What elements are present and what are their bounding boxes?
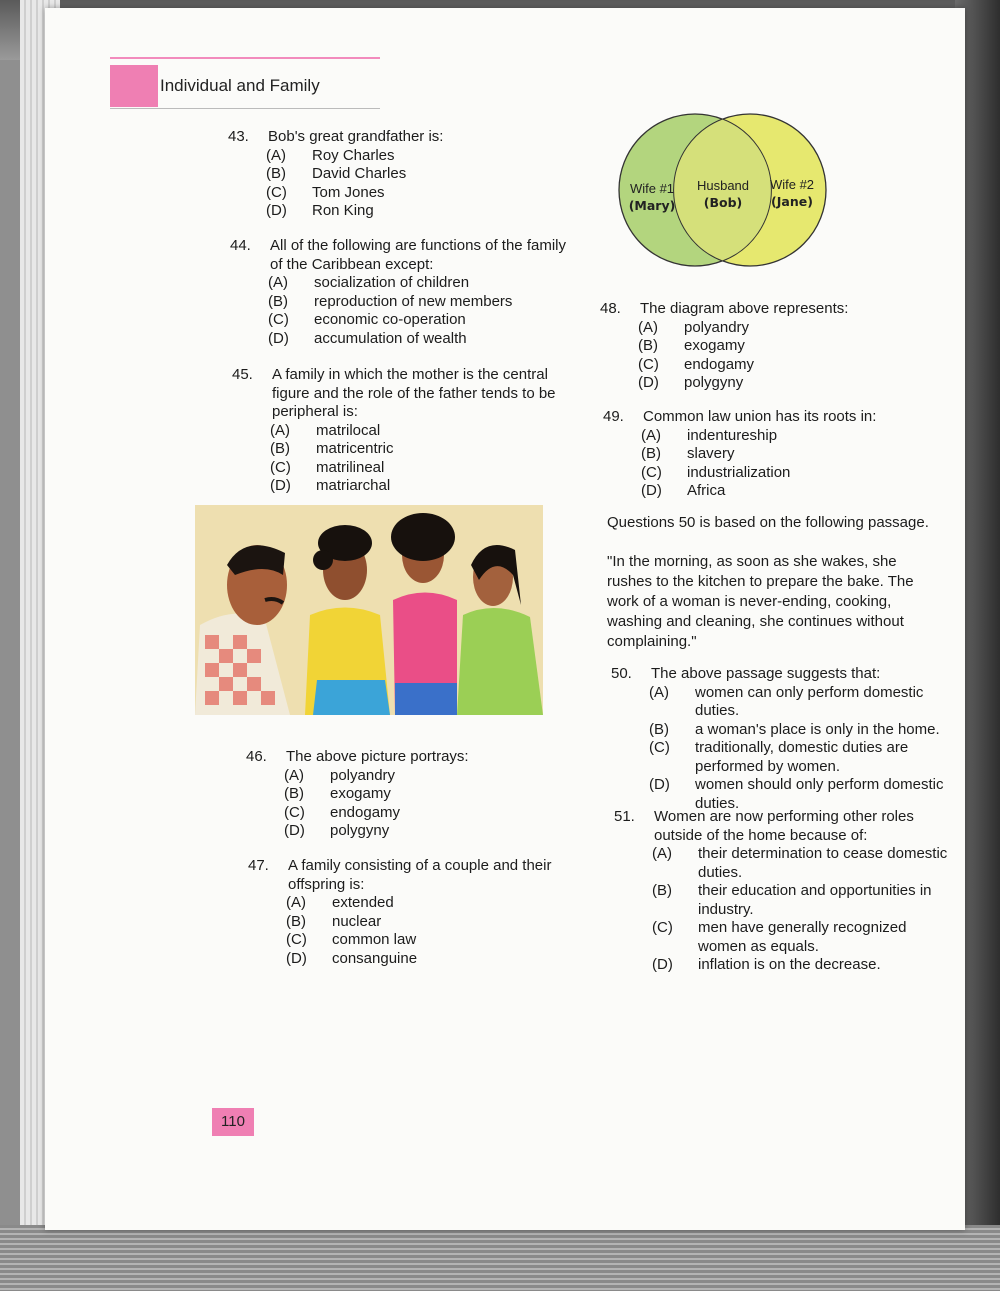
question-49 xyxy=(603,408,903,501)
question-stem: A family consisting of a couple and their offspring is: xyxy=(288,857,552,893)
option-c: (C) common law xyxy=(286,931,417,948)
option-a: (A) Roy Charles xyxy=(266,146,395,164)
option-b: (B) David Charles xyxy=(266,165,407,182)
option-d: (D) polygyny xyxy=(284,822,390,839)
question-48 xyxy=(600,300,890,393)
question-43 xyxy=(228,128,558,221)
section-title: Individual and Family xyxy=(160,76,320,95)
option-a: (A) polyandry xyxy=(284,766,396,784)
option-c: (C) Tom Jones xyxy=(266,183,385,201)
question-number: 43. xyxy=(228,128,249,145)
venn-right-label: Wife #2 (Jane) xyxy=(769,177,815,209)
header-rule-bottom xyxy=(110,108,380,109)
question-number: 51. xyxy=(614,808,635,825)
passage-quote: "In the morning, as soon as she wakes, she rushes to the kitchen to prepare the bake. The work of a woman is never-ending, cooking, washing and cleaning, she continues without complaining." xyxy=(607,553,914,650)
option-c: (C) economic co-operation xyxy=(268,311,466,328)
option-b: (B) a woman's place is only in the home. xyxy=(649,720,940,738)
question-46 xyxy=(246,748,566,841)
question-stem: Bob's great grandfather is: xyxy=(268,128,444,145)
question-number: 44. xyxy=(230,237,251,254)
option-a: (A) socialization of children xyxy=(268,274,470,291)
option-d: (D) Africa xyxy=(641,482,726,499)
question-number: 50. xyxy=(611,665,632,682)
option-c: (C) endogamy xyxy=(284,803,401,821)
option-d: (D) polygyny xyxy=(638,374,744,391)
family-illustration xyxy=(195,505,543,715)
question-51 xyxy=(614,808,954,975)
venn-left-label: Wife #1 (Mary) xyxy=(628,181,676,213)
option-a: (A) matrilocal xyxy=(270,421,381,439)
passage-intro: Questions 50 is based on the following passage. xyxy=(607,514,929,531)
option-d: (D) inflation is on the decrease. xyxy=(652,956,881,973)
option-c: (C) matrilineal xyxy=(270,458,385,476)
option-c: (C) endogamy xyxy=(638,355,755,373)
option-d: (D) women should only perform domestic duties. xyxy=(649,776,944,812)
venn-diagram xyxy=(615,110,830,270)
question-stem: The above passage suggests that: xyxy=(651,665,881,682)
question-47 xyxy=(248,857,568,968)
question-stem: The above picture portrays: xyxy=(286,748,469,765)
option-a: (A) women can only perform domestic duties. xyxy=(649,683,924,719)
page-number: 110 xyxy=(212,1108,254,1136)
option-a: (A) extended xyxy=(286,894,394,911)
option-d: (D) Ron King xyxy=(266,202,374,219)
header-color-tab xyxy=(110,65,158,107)
option-b: (B) exogamy xyxy=(284,785,391,802)
woman-pink-figure xyxy=(391,513,457,715)
option-a: (A) their determination to cease domestic duties. xyxy=(652,845,948,881)
option-b: (B) exogamy xyxy=(638,337,745,354)
scan-bottom-edge xyxy=(0,1225,1000,1291)
option-a: (A) polyandry xyxy=(638,318,750,336)
option-d: (D) matriarchal xyxy=(270,477,391,494)
option-c: (C) men have generally recognized women as equals. xyxy=(652,919,907,955)
option-d: (D) consanguine xyxy=(286,949,418,967)
option-b: (B) reproduction of new members xyxy=(268,292,513,310)
illustration-svg xyxy=(195,505,543,715)
question-stem: Women are now performing other roles outside of the home because of: xyxy=(654,808,914,844)
header-rule-top xyxy=(110,57,380,59)
question-44 xyxy=(230,237,570,348)
question-number: 46. xyxy=(246,748,267,765)
question-stem: A family in which the mother is the central figure and the role of the father tends to be peripheral is: xyxy=(272,366,556,420)
question-number: 45. xyxy=(232,366,253,383)
question-number: 49. xyxy=(603,408,624,425)
question-number: 47. xyxy=(248,857,269,874)
option-d: (D) accumulation of wealth xyxy=(268,329,467,347)
question-number: 48. xyxy=(600,300,621,317)
option-b: (B) slavery xyxy=(641,445,735,462)
option-a: (A) indentureship xyxy=(641,426,778,444)
option-c: (C) traditionally, domestic duties are performed by women. xyxy=(649,739,909,775)
option-b: (B) their education and opportunities in industry. xyxy=(652,882,932,918)
question-50 xyxy=(611,665,951,813)
question-45 xyxy=(232,366,574,496)
option-c: (C) industrialization xyxy=(641,463,791,481)
venn-center-label: Husband (Bob) xyxy=(696,178,750,210)
option-b: (B) nuclear xyxy=(286,912,382,930)
option-b: (B) matricentric xyxy=(270,440,394,457)
question-stem: All of the following are functions of the family of the Caribbean except: xyxy=(270,237,566,273)
question-stem: The diagram above represents: xyxy=(640,300,849,317)
question-stem: Common law union has its roots in: xyxy=(643,408,877,425)
